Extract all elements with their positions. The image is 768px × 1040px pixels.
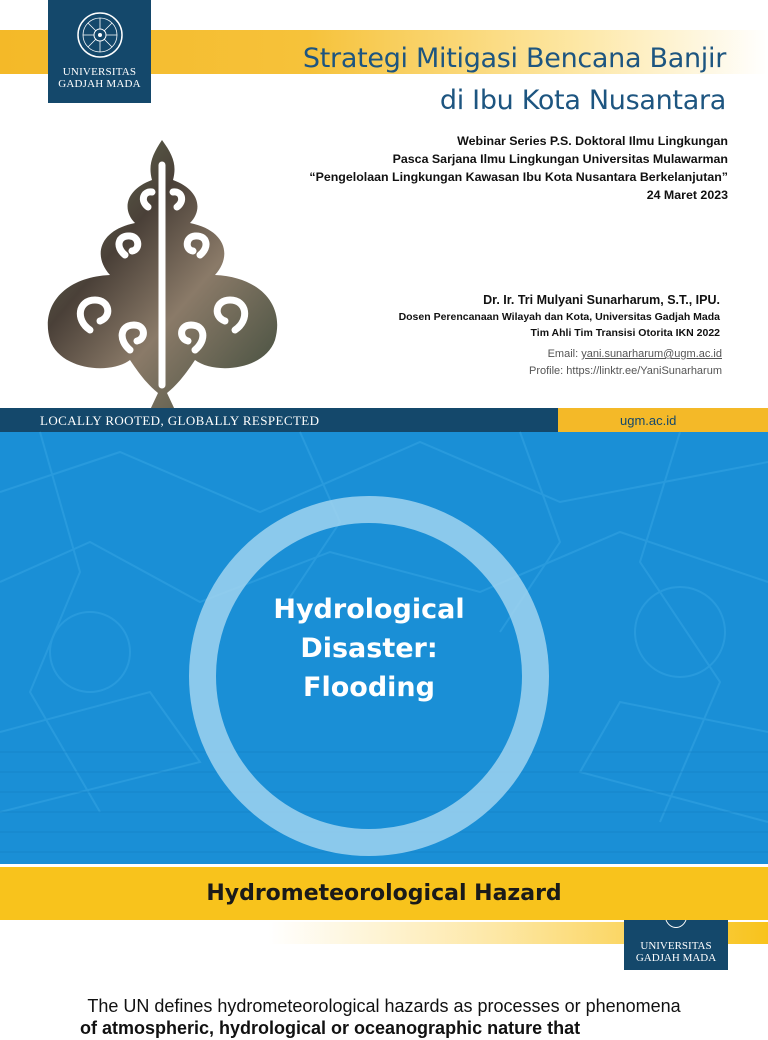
speaker-role-1: Dosen Perencanaan Wilayah dan Kota, Universitas Gadjah Mada [398,311,720,323]
speaker-name: Dr. Ir. Tri Mulyani Sunarharum, S.T., IPU. [483,293,720,307]
title-slide [0,0,768,432]
logo-line-1: UNIVERSITAS [62,66,137,78]
footer-tagline: LOCALLY ROOTED, GLOBALLY RESPECTED [40,413,320,428]
section-slide [0,432,768,864]
contact-info [362,346,722,380]
logo-line-2: GADJAH MADA [58,78,141,90]
footer-website-link[interactable]: ugm.ac.id [620,413,677,428]
logo-line-1: UNIVERSITAS [640,940,712,952]
email-link[interactable]: yani.sunarharum@ugm.ac.id [581,348,722,360]
speaker-info [320,291,720,341]
ugm-logo [48,0,151,103]
section-title [219,590,519,707]
content-slide [0,864,768,1038]
ugm-seal-icon [664,918,688,930]
profile-line [362,363,722,380]
section-title-line-1: Hydrological [273,594,465,625]
logo-line-2: GADJAH MADA [635,952,717,964]
speaker-role-2: Tim Ahli Tim Transisi Otorita IKN 2022 [530,327,720,339]
webinar-date: 24 Maret 2023 [646,188,728,202]
webinar-theme: “Pengelolaan Lingkungan Kawasan Ibu Kota Nusantara Berkelanjutan” [309,170,728,184]
section-title-line-2: Disaster: [300,633,438,664]
ugm-logo-small [624,920,728,970]
ugm-seal-icon [75,10,125,60]
body-text-line-1: The UN defines hydrometeorological hazards as processes or phenomena [87,996,681,1016]
profile-link[interactable]: https://linktr.ee/YaniSunarharum [566,365,722,377]
logo-text [636,940,716,964]
body-text-line-2: of atmospheric, hydrological or oceanographic nature that [80,1018,581,1038]
title-line-1: Strategi Mitigasi Bencana Banjir [302,43,726,74]
title-line-2: di Ibu Kota Nusantara [439,85,726,116]
batik-tree-illustration [30,135,295,410]
email-label: Email: [547,348,582,360]
presentation-title [206,38,726,122]
webinar-series: Webinar Series P.S. Doktoral Ilmu Lingkungan [457,134,728,148]
email-line [362,346,722,363]
webinar-program: Pasca Sarjana Ilmu Lingkungan Universitas Mulawarman [392,152,728,166]
profile-label: Profile: [528,365,567,377]
webinar-info [308,132,728,204]
slide-heading: Hydrometeorological Hazard [206,881,562,906]
logo-text [58,66,141,90]
body-text-line-2-clipped [80,1016,680,1038]
footer-bar [0,408,768,432]
section-title-line-3: Flooding [303,672,435,703]
